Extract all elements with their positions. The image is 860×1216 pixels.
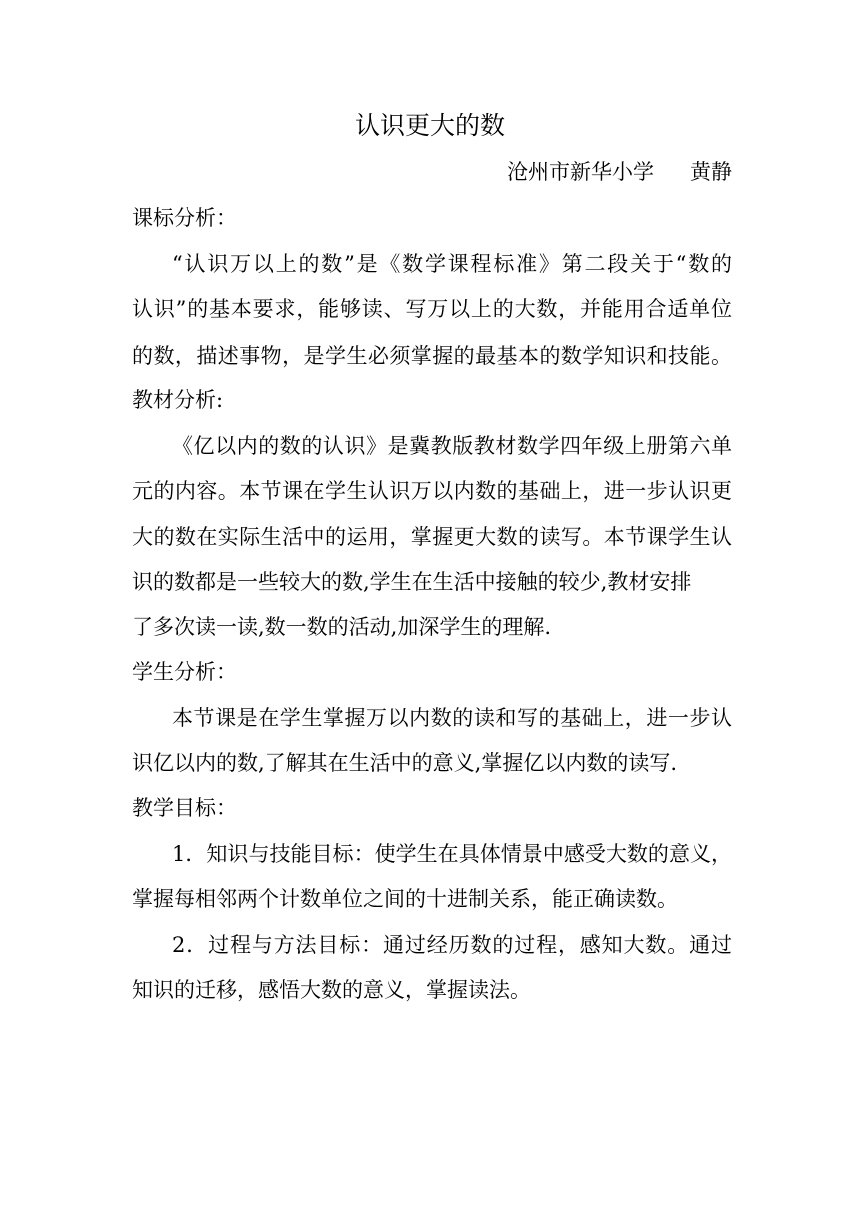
document-title: 认识更大的数: [354, 111, 505, 140]
goals-paragraph-line: 掌握每相邻两个计数单位之间的十进制关系，能正确读数。: [132, 887, 678, 911]
textbook-paragraph-line: 元的内容。本节课在学生认识万以内数的基础上，进一步认识更: [132, 479, 732, 503]
curriculum-paragraph-line: 的数，描述事物，是学生必须掌握的最基本的数学知识和技能。: [132, 344, 732, 368]
textbook-paragraph-line: 识的数都是一些较大的数,学生在生活中接触的较少,教材安排: [132, 570, 692, 594]
author-name: 黄静: [690, 160, 732, 184]
textbook-paragraph-line: 《亿以内的数的认识》是冀教版教材数学四年级上册第六单: [172, 434, 732, 458]
curriculum-paragraph-line: 认识”的基本要求，能够读、写万以上的大数，并能用合适单位: [132, 297, 732, 321]
student-paragraph-line: 本节课是在学生掌握万以内数的读和写的基础上，进一步认: [172, 706, 732, 730]
student-paragraph-line: 识亿以内的数,了解其在生活中的意义,掌握亿以内数的读写.: [132, 751, 678, 775]
goals-paragraph-line: 1．知识与技能目标：使学生在具体情景中感受大数的意义，: [172, 842, 732, 866]
curriculum-heading: 课标分析：: [132, 206, 237, 230]
goals-paragraph-line: 2．过程与方法目标：通过经历数的过程，感知大数。通过: [172, 933, 732, 957]
curriculum-paragraph-line: “认识万以上的数”是《数学课程标准》第二段关于“数的: [172, 252, 732, 276]
author-line: [507, 155, 732, 189]
textbook-paragraph-line: 了多次读一读,数一数的活动,加深学生的理解.: [132, 615, 552, 639]
goals-paragraph-line: 知识的迁移，感悟大数的意义，掌握读法。: [132, 978, 531, 1002]
goals-heading: 教学目标：: [132, 796, 237, 820]
student-heading: 学生分析：: [132, 660, 237, 684]
author-school: 沧州市新华小学: [507, 160, 654, 184]
textbook-heading: 教材分析:: [132, 388, 224, 412]
textbook-paragraph-line: 大的数在实际生活中的运用，掌握更大数的读写。本节课学生认: [132, 525, 732, 549]
